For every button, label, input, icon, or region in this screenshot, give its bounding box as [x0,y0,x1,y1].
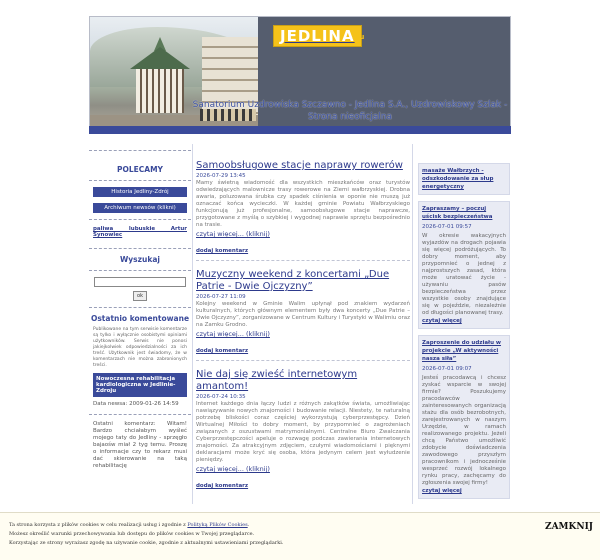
column-divider [412,144,413,504]
right-sidebar [418,163,510,505]
news-article [196,369,410,489]
divider [196,360,410,361]
add-comment-link[interactable]: dodaj komentarz [196,348,249,354]
header-banner [89,16,511,134]
left-sidebar [89,144,191,472]
side-news-title[interactable]: Zaproszenie do udziału w projekcie „W aktywności nasza siła” [422,340,502,362]
side-read-more-link[interactable]: czytaj więcej [422,318,462,324]
article-text: Mamy świetną wiadomość dla wszystkich mieszkańców oraz turystów odwiedzających malownicze trasy rowerowe na Ziemi wałbrzyskiej. Drobna awaria, poluzowana śrubka czy spadek ciśnienia w oponie nie muszą już oznaczać końca wycieczki. W każdej gminie Powiatu Wałbrzyskiego funkcjonują już profesjonalne, samoobsługowe stacje naprawcze, przygotowane z myślą o szybkiej i wygodnej naprawie sprzętu bezpośrednio na trasie. [196,180,410,228]
news-article [196,160,410,261]
read-more-link[interactable]: czytaj więcej... (kliknij) [196,230,270,238]
comments-disclaimer: Publikowane na tym serwisie komentarze są tylko i wyłącznie osobistymi opiniami użytkowników. Serwis nie ponosi jakiejkolwiek odpowiedzialności za ich treść. Użytkownik jest świadomy, że w komentarzach nie można zabronionych treści. [93,327,187,368]
cookie-close-button[interactable]: ZAMKNIJ [545,522,594,532]
divider [89,150,191,151]
sponsor-link[interactable]: paliwa lubuskie Artur Synowiec [93,226,187,238]
logo-text: JEDLINA [280,27,355,45]
news-column [196,160,410,497]
cookie-line: Korzystając ze strony wyrażasz zgodę na używanie cookie, zgodnie z aktualnymi ustawieniami przeglądarki. [9,540,284,546]
divider [89,270,191,271]
divider [89,307,191,308]
article-date: 2026-07-29 13:45 [196,173,246,179]
cookie-banner [0,512,600,560]
article-date: 2026-07-24 10:35 [196,394,246,400]
add-comment-link[interactable]: dodaj komentarz [196,483,249,489]
article-title[interactable]: Samoobsługowe stacje naprawy rowerów [196,160,403,171]
side-news-title[interactable]: Zapraszamy – poczuj uścisk bezpieczeństwa [422,206,493,220]
article-date: 2026-07-27 11:09 [196,294,246,300]
search-title: Wyszukaj [120,255,160,264]
promo-link[interactable]: masaże Wałbrzych - odszkodowanie za słup energetyczny [422,168,494,190]
search-input[interactable] [94,277,186,287]
cookie-line: . [247,522,250,528]
news-box-comment: Ostatni komentarz: Witam! Bardzo chciałabym wyśleć mojego taty do Jedliny - sprzęgło bajaośw miał 2 tyg temu. Proszę o informacje czy to rekarz musi dać skierowanie na taką rehabilitację [93,421,187,469]
article-title[interactable]: Muzyczny weekend z koncertami „Due Patrie - Dwie Ojczyzny” [196,269,390,292]
recommend-title: POLECAMY [117,165,163,174]
header-strip [89,126,511,134]
logo-suffix: .eu [352,33,365,41]
history-button[interactable]: Historia Jedliny-Zdrój [93,187,187,197]
side-news-text: Jesteś pracodawcą i chcesz zyskać wsparcie w swojej firmie? Poszukujemy pracodawców zainteresowanych organizacją stażu dla osób bezrobotnych, zarejestrowanych w naszym Urzędzie, w ramach realizowanego projektu. Jeżeli chcą Państwo umożliwić zdobycie doświadczenia zawodowego przyszłym pracownikom i jednocześnie wesprzeć rozwój lokalnego rynku pracy, zachęcamy do zgłoszenia swojej firmy! [422,375,506,486]
side-news-text: W okresie wakacyjnych wyjazdów na drogach pojawia się więcej podróżujących. To dobry moment, aby przypomnieć o jednej z najprostszych zasad, która może uratować życie - używaniu pasów bezpieczeństwa przez wszystkie osoby znajdujące się w pojeździe, niezależnie od długości planowanej trasy. [422,233,506,316]
promo-box [418,163,510,195]
article-text: Kolejny weekend w Gminie Walim upłynął pod znakiem wydarzeń kulturalnych, których głównym elementem były dwa koncerty „Due Patrie – Dwie Ojczyzny”, zorganizowane w Centrum Kultury i Turystyki w Walimiu oraz na Zamku Grodno. [196,301,410,328]
divider [196,260,410,261]
side-news-date: 2026-07-01 09:07 [422,366,472,372]
cookie-text [9,521,489,548]
article-text: Internet każdego dnia łączy ludzi z różnych zakątków świata, umożliwiając nawiązywanie nowych znajomości i budowanie relacji. Niestety, te naturalną potrzebę bliskości coraz częściej wykorzystują cyberprzestępcy. Dzień Wirtualnej Miłości to dobry moment, by przypomnieć o zagrożeniach związanych z oszustwami matrymonialnymi. Centralne Biuro Zwalczania Cyberprzestępczości apeluje o rozwagę podczas zawierania internetowych znajomości. Za atrakcyjnym zdjęciem, czułymi wiadomościami i pięknymi deklaracjami może kryć się osoba, która jedynym celem jest wyłudzenie pieniędzy. [196,401,410,463]
side-news-item [418,335,510,499]
divider [89,180,191,181]
side-news-date: 2026-07-01 09:57 [422,224,472,230]
read-more-link[interactable]: czytaj więcej... (kliknij) [196,465,270,473]
news-archive-button[interactable]: Archiwum newsów (klikni) [93,203,187,213]
search-button[interactable]: ok [133,291,147,301]
column-divider [192,144,193,504]
site-logo[interactable] [273,25,365,47]
divider [89,414,191,415]
cookie-line: Ta strona korzysta z plików cookies w celu realizacji usług i zgodnie z [9,522,188,528]
divider [89,248,191,249]
side-read-more-link[interactable]: czytaj więcej [422,488,462,494]
site-tagline: Sanatorium Uzdrowiska Szczawno - Jedlina S.A., Uzdrowiskowy Szlak - Strona nieoficjalna [192,100,508,122]
news-box-title[interactable]: Nowoczesna rehabilitacja kardiologiczna w Jedlinie-Zdroju [93,373,187,397]
news-article [196,269,410,361]
cookie-policy-link[interactable]: Polityką Plików Cookies [187,522,248,528]
article-title[interactable]: Nie daj się zwieść internetowym amantom! [196,369,358,392]
recent-comments-title: Ostatnio komentowane [90,314,190,323]
cookie-line: Możesz określić warunki przechowywania lub dostępu do plików cookies w Twojej przeglądarce. [9,531,255,537]
add-comment-link[interactable]: dodaj komentarz [196,248,249,254]
divider [89,219,191,220]
side-news-item [418,201,510,329]
read-more-link[interactable]: czytaj więcej... (kliknij) [196,330,270,338]
news-box-date: Data newsa: 2009-01-26 14:59 [93,401,179,407]
